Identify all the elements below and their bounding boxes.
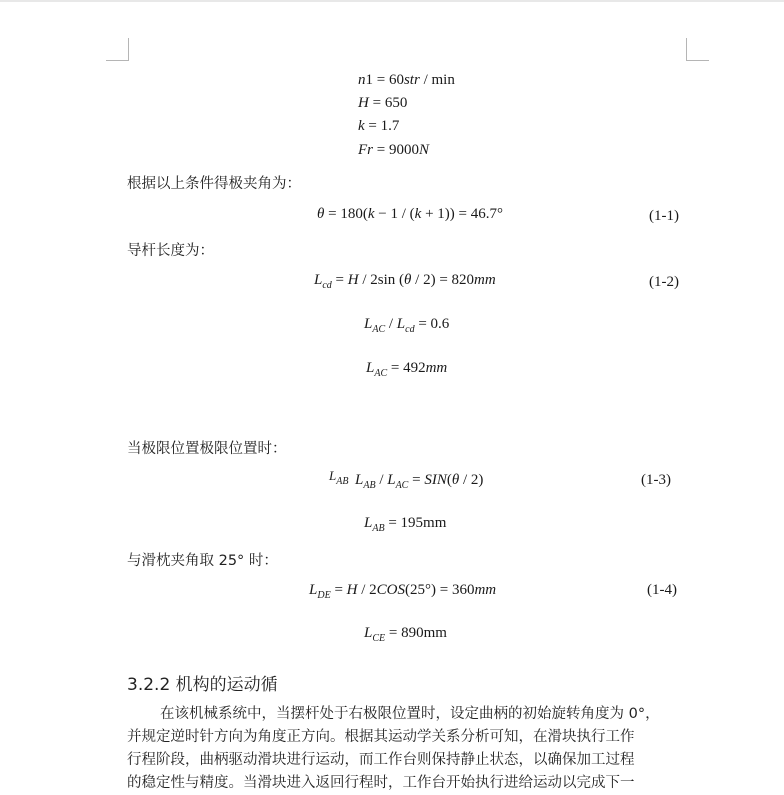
param-k: k = 1.7 (358, 118, 400, 134)
equation-number-1-1: (1-1) (649, 208, 679, 224)
section-title: 机构的运动循 (175, 675, 278, 695)
equation-lce: $L_{CE} = 890mm$ (364, 625, 447, 644)
equation-1-3: $L_{AB} / L_{AC} = SIN(\theta / 2)$ (355, 472, 484, 491)
section-heading (127, 670, 278, 695)
section-number: 3.2.2 (127, 675, 171, 695)
text-slider-angle: 与滑枕夹角取 25° 时： (127, 553, 278, 569)
paragraph-line: 的稳定性与精度。当滑块进入返回行程时，工作台开始执行进给运动以完成下一 (127, 775, 635, 791)
param-Fr: Fr = 9000N (358, 142, 429, 158)
page-corner-mark-right (686, 38, 709, 61)
equation-number-1-3: (1-3) (641, 472, 671, 488)
equation-number-1-2: (1-2) (649, 274, 679, 290)
paragraph-line: 并规定逆时针方向为角度正方向。根据其运动学关系分析可知，在滑块执行工作 (127, 729, 635, 745)
equation-1-4: $L_{DE} = H / 2COS(25^\circ) = 360mm$ (309, 582, 497, 601)
equation-1-1: θ = 180(k − 1 / (k + 1)) = 46.7° (317, 206, 503, 222)
paragraph-line: 行程阶段，曲柄驱动滑块进行运动，而工作台则保持静止状态，以确保加工过程 (127, 752, 635, 768)
page-corner-mark-left (106, 38, 129, 61)
equation-ratio: $L_{AC} / L_{cd} = 0.6$ (364, 316, 450, 335)
text-rod-length: 导杆长度为： (127, 243, 214, 259)
equation-1-2: $L_{cd} = H / 2\sin$ (θ / 2) = 820mm (314, 272, 496, 291)
text-limit-position: 当极限位置极限位置时： (127, 441, 287, 457)
equation-1-3-prefix: $L_{AB}$ (329, 468, 349, 487)
equation-lab: $L_{AB} = 195mm$ (364, 515, 447, 534)
body-paragraph (127, 703, 697, 795)
text-intro-angle: 根据以上条件得极夹角为： (127, 176, 301, 192)
paragraph-line: 在该机械系统中，当摆杆处于右极限位置时，设定曲柄的初始旋转角度为 0°， (160, 706, 660, 722)
window-top-edge (0, 0, 784, 2)
equation-lac: $L_{AC} = 492mm$ (366, 360, 448, 379)
equation-number-1-4: (1-4) (647, 582, 677, 598)
param-H: H = 650 (358, 95, 408, 111)
param-n1: n1 = 60str / min (358, 72, 455, 88)
